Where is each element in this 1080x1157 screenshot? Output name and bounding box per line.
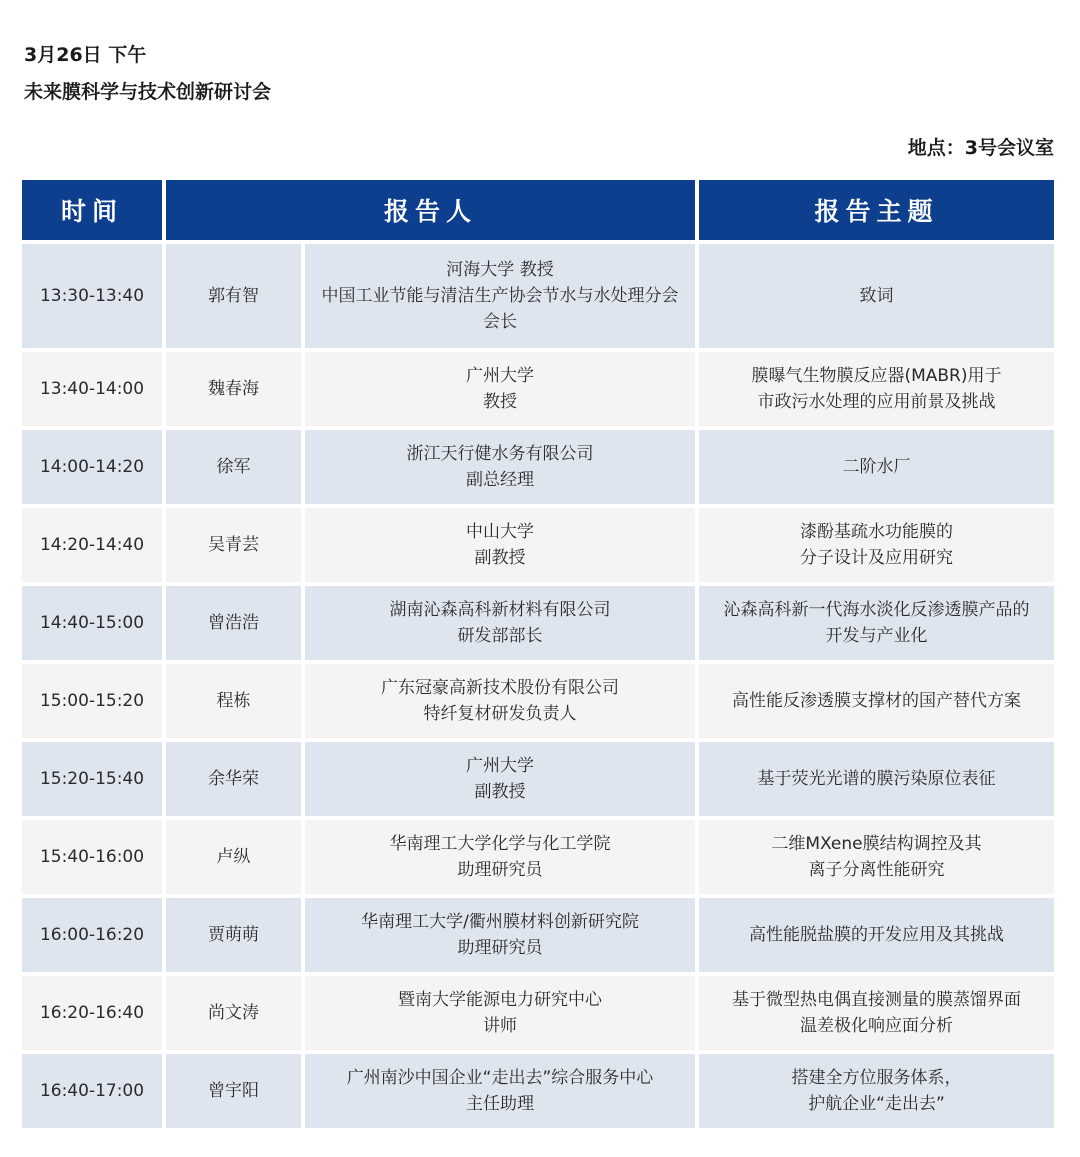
- table-row: [22, 898, 1054, 972]
- affiliation-line: 暨南大学能源电力研究中心: [398, 990, 602, 1010]
- schedule-table: [18, 176, 1058, 1132]
- affiliation-line: 广州大学: [466, 366, 534, 386]
- topic-cell: [699, 742, 1054, 816]
- speaker-name-cell: 尚文涛: [166, 976, 301, 1050]
- topic-line: 分子设计及应用研究: [800, 548, 953, 568]
- topic-line: 二阶水厂: [842, 457, 911, 477]
- table-row: [22, 820, 1054, 894]
- affiliation-line: 副教授: [474, 548, 526, 568]
- time-cell: 15:40-16:00: [22, 820, 162, 894]
- affiliation-cell: [305, 664, 695, 738]
- topic-line: 膜曝气生物膜反应器(MABR)用于: [751, 366, 1002, 386]
- affiliation-line: 助理研究员: [457, 860, 543, 880]
- affiliation-cell: [305, 742, 695, 816]
- affiliation-cell: [305, 430, 695, 504]
- speaker-name-cell: 余华荣: [166, 742, 301, 816]
- topic-cell: [699, 430, 1054, 504]
- topic-cell: [699, 1054, 1054, 1128]
- table-row: [22, 742, 1054, 816]
- topic-line: 沁森高科新一代海水淡化反渗透膜产品的: [723, 600, 1030, 620]
- affiliation-cell: [305, 586, 695, 660]
- time-cell: 13:40-14:00: [22, 352, 162, 426]
- affiliation-line: 副教授: [474, 782, 526, 802]
- topic-line: 致词: [859, 286, 894, 306]
- speaker-name-cell: 魏春海: [166, 352, 301, 426]
- affiliation-line: 广东冠豪高新技术股份有限公司: [381, 678, 619, 698]
- affiliation-line: 华南理工大学化学与化工学院: [389, 834, 611, 854]
- table-row: [22, 352, 1054, 426]
- topic-line: 基于微型热电偶直接测量的膜蒸馏界面: [732, 990, 1021, 1010]
- topic-line: 开发与产业化: [825, 626, 928, 646]
- affiliation-cell: [305, 1054, 695, 1128]
- topic-line: 市政污水处理的应用前景及挑战: [757, 392, 996, 412]
- affiliation-line: 华南理工大学/衢州膜材料创新研究院: [361, 912, 639, 932]
- topic-cell: [699, 244, 1054, 348]
- time-cell: 14:00-14:20: [22, 430, 162, 504]
- affiliation-line: 会长: [483, 312, 517, 332]
- topic-cell: [699, 898, 1054, 972]
- affiliation-line: 河海大学 教授: [446, 260, 554, 280]
- topic-line: 二维MXene膜结构调控及其: [771, 834, 982, 854]
- affiliation-line: 湖南沁森高科新材料有限公司: [389, 600, 611, 620]
- topic-cell: [699, 586, 1054, 660]
- affiliation-line: 中国工业节能与清洁生产协会节水与水处理分会: [321, 286, 679, 306]
- time-cell: 14:20-14:40: [22, 508, 162, 582]
- table-row: [22, 586, 1054, 660]
- affiliation-line: 主任助理: [466, 1094, 534, 1114]
- topic-cell: [699, 508, 1054, 582]
- time-cell: 16:40-17:00: [22, 1054, 162, 1128]
- affiliation-line: 浙江天行健水务有限公司: [406, 444, 594, 464]
- topic-line: 离子分离性能研究: [808, 860, 945, 880]
- topic-line: 温差极化响应面分析: [800, 1016, 953, 1036]
- time-cell: 15:00-15:20: [22, 664, 162, 738]
- affiliation-line: 副总经理: [466, 470, 534, 490]
- column-header-topic: 报告主题: [699, 180, 1054, 240]
- topic-line: 漆酚基疏水功能膜的: [800, 522, 953, 542]
- time-cell: 15:20-15:40: [22, 742, 162, 816]
- topic-line: 护航企业“走出去”: [808, 1094, 945, 1114]
- session-date: 3月26日 下午: [24, 44, 147, 66]
- affiliation-line: 助理研究员: [457, 938, 543, 958]
- speaker-name-cell: 曾浩浩: [166, 586, 301, 660]
- topic-line: 高性能脱盐膜的开发应用及其挑战: [749, 925, 1004, 945]
- table-row: [22, 430, 1054, 504]
- session-title: 未来膜科学与技术创新研讨会: [24, 81, 272, 103]
- speaker-name-cell: 吴青芸: [166, 508, 301, 582]
- table-row: [22, 1054, 1054, 1128]
- table-row: [22, 976, 1054, 1050]
- speaker-name-cell: 徐军: [166, 430, 301, 504]
- topic-line: 高性能反渗透膜支撑材的国产替代方案: [732, 691, 1021, 711]
- topic-cell: [699, 976, 1054, 1050]
- table-header-row: [22, 180, 1054, 240]
- affiliation-line: 中山大学: [466, 522, 534, 542]
- column-header-time: 时间: [22, 180, 162, 240]
- speaker-name-cell: 程栋: [166, 664, 301, 738]
- speaker-name-cell: 曾宇阳: [166, 1054, 301, 1128]
- table-row: [22, 244, 1054, 348]
- affiliation-line: 研发部部长: [457, 626, 543, 646]
- table-row: [22, 664, 1054, 738]
- affiliation-cell: [305, 820, 695, 894]
- affiliation-line: 教授: [483, 392, 517, 412]
- venue-label: 地点：3号会议室: [907, 137, 1054, 159]
- affiliation-cell: [305, 244, 695, 348]
- affiliation-cell: [305, 976, 695, 1050]
- time-cell: 14:40-15:00: [22, 586, 162, 660]
- affiliation-line: 广州南沙中国企业“走出去”综合服务中心: [346, 1068, 654, 1088]
- affiliation-line: 特纤复材研发负责人: [423, 704, 577, 724]
- speaker-name-cell: 贾萌萌: [166, 898, 301, 972]
- affiliation-line: 广州大学: [466, 756, 534, 776]
- topic-line: 搭建全方位服务体系，: [791, 1068, 962, 1088]
- time-cell: 16:20-16:40: [22, 976, 162, 1050]
- time-cell: 13:30-13:40: [22, 244, 162, 348]
- topic-cell: [699, 352, 1054, 426]
- schedule-body: [22, 244, 1054, 1128]
- time-cell: 16:00-16:20: [22, 898, 162, 972]
- column-header-speaker: 报告人: [166, 180, 695, 240]
- table-row: [22, 508, 1054, 582]
- affiliation-cell: [305, 898, 695, 972]
- affiliation-line: 讲师: [483, 1016, 517, 1036]
- affiliation-cell: [305, 352, 695, 426]
- speaker-name-cell: 郭有智: [166, 244, 301, 348]
- speaker-name-cell: 卢纵: [166, 820, 301, 894]
- topic-cell: [699, 820, 1054, 894]
- topic-cell: [699, 664, 1054, 738]
- topic-line: 基于荧光光谱的膜污染原位表征: [757, 769, 996, 789]
- affiliation-cell: [305, 508, 695, 582]
